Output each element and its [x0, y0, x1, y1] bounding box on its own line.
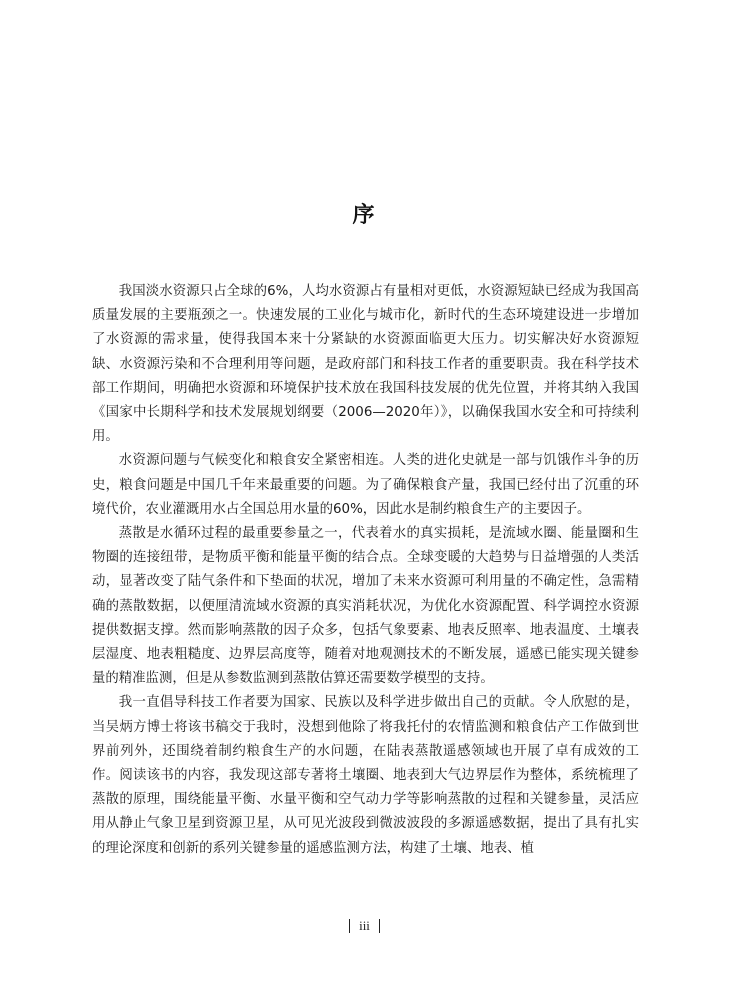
paragraph-2: 水资源问题与气候变化和粮食安全紧密相连。人类的进化史就是一部与饥饿作斗争的历史，粮食问题是中国几千年来最重要的问题。为了确保粮食产量，我国已经付出了沉重的环境代价，农业灌溉用水占全国总用水量的60%，因此水是制约粮食生产的主要因子。 [92, 453, 639, 517]
paragraph-1: 我国淡水资源只占全球的6%，人均水资源占有量相对更低，水资源短缺已经成为我国高质量发展的主要瓶颈之一。快速发展的工业化与城市化，新时代的生态环境建设进一步增加了水资源的需求量，使得我国本来十分紧缺的水资源面临更大压力。切实解决好水资源短缺、水资源污染和不合理利用等问题，是政府部门和科技工作者的重要职责。我在科学技术部工作期间，明确把水资源和环境保护技术放在我国科技发展的优先位置，并将其纳入我国《国家中长期科学和技术发展规划纲要（2006—2020年）》，以确保我国水安全和可持续利用。 [92, 284, 639, 445]
page-title: 序 [352, 203, 377, 228]
footer-left-rule [349, 919, 350, 933]
paragraph-4: 我一直倡导科技工作者要为国家、民族以及科学进步做出自己的贡献。令人欣慰的是，当吴炳方博士将该书稿交于我时，没想到他除了将我托付的农情监测和粮食估产工作做到世界前列外，还围绕着制约粮食生产的水问题，在陆表蒸散遥感领域也开展了卓有成效的工作。阅读该书的内容，我发现这部专著将土壤圈、地表到大气边界层作为整体，系统梳理了蒸散的原理，围绕能量平衡、水量平衡和空气动力学等影响蒸散的过程和关键参量，灵活应用从静止气象卫星到资源卫星，从可见光波段到微波波段的多源遥感数据，提出了具有扎实的理论深度和创新的系列关键参量的遥感监测方法，构建了土壤、地表、植 [92, 695, 639, 856]
page-footer [0, 918, 729, 934]
paragraph-3: 蒸散是水循环过程的最重要参量之一，代表着水的真实损耗，是流域水圈、能量圈和生物圈的连接纽带，是物质平衡和能量平衡的结合点。全球变暖的大趋势与日益增强的人类活动，显著改变了陆气条件和下垫面的状况，增加了未来水资源可利用量的不确定性，急需精确的蒸散数据，以便厘清流域水资源的真实消耗状况，为优化水资源配置、科学调控水资源提供数据支撑。然而影响蒸散的因子众多，包括气象要素、地表反照率、地表温度、土壤表层湿度、地表粗糙度、边界层高度等，随着对地观测技术的不断发展，遥感已能实现关键参量的精准监测，但是从参数监测到蒸散估算还需要数学模型的支持。 [92, 526, 639, 687]
footer-right-rule [379, 919, 380, 933]
page-number: iii [359, 918, 370, 933]
body-text [92, 280, 639, 861]
